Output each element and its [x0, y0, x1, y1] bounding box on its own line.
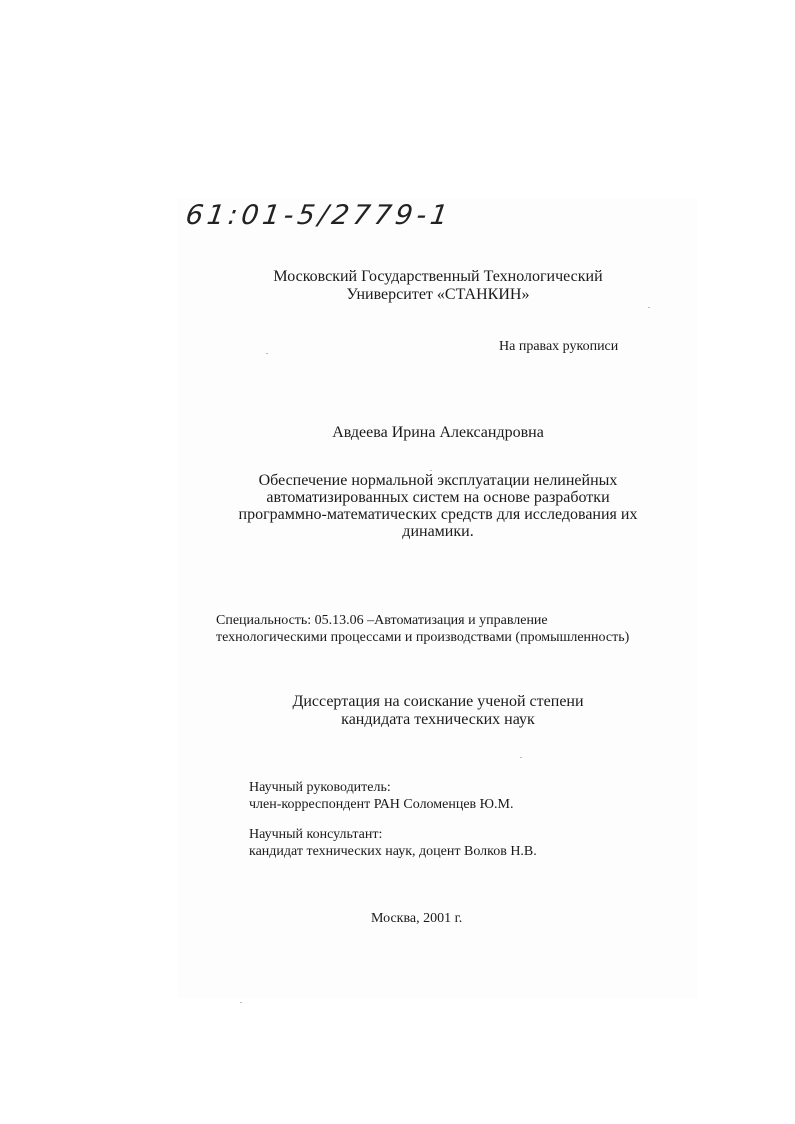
archive-code-handwritten: 61:01-5/2779-1	[183, 200, 454, 231]
title-line-4: динамики.	[402, 523, 474, 540]
degree-statement	[178, 693, 698, 729]
place-year: Москва, 2001 г.	[371, 911, 463, 926]
specialty-line-1: Специальность: 05.13.06 –Автоматизация и управление	[216, 613, 548, 628]
scan-speck	[430, 470, 432, 471]
scan-speck	[266, 353, 268, 354]
scan-speck	[648, 307, 650, 308]
specialty-line-2: технологическими процессами и производствами (промышленность)	[216, 630, 630, 645]
university-name	[178, 268, 698, 304]
consultant	[249, 826, 537, 860]
scan-speck	[240, 1002, 242, 1003]
manuscript-note: На правах рукописи	[499, 339, 619, 354]
specialty	[216, 612, 629, 646]
title-line-3: программно-математических средств для исследования их	[238, 506, 638, 523]
dissertation-title	[178, 472, 698, 540]
supervisor-name: член-корреспондент РАН Соломенцев Ю.М.	[249, 797, 514, 812]
university-line-2: Университет «СТАНКИН»	[346, 286, 530, 303]
supervisor-label: Научный руководитель:	[249, 780, 391, 795]
title-line-2: автоматизированных систем на основе разработки	[266, 489, 610, 506]
degree-line-1: Диссертация на соискание ученой степени	[292, 693, 584, 710]
consultant-name: кандидат технических наук, доцент Волков Н.В.	[249, 844, 537, 859]
title-line-1: Обеспечение нормальной эксплуатации нелинейных	[258, 472, 618, 489]
degree-line-2: кандидата технических наук	[341, 711, 535, 728]
consultant-label: Научный консультант:	[249, 827, 383, 842]
scanned-page	[178, 198, 698, 998]
scan-speck	[520, 757, 522, 758]
author-name: Авдеева Ирина Александровна	[332, 424, 544, 441]
university-line-1: Московский Государственный Технологический	[273, 268, 603, 285]
supervisor	[249, 779, 514, 813]
